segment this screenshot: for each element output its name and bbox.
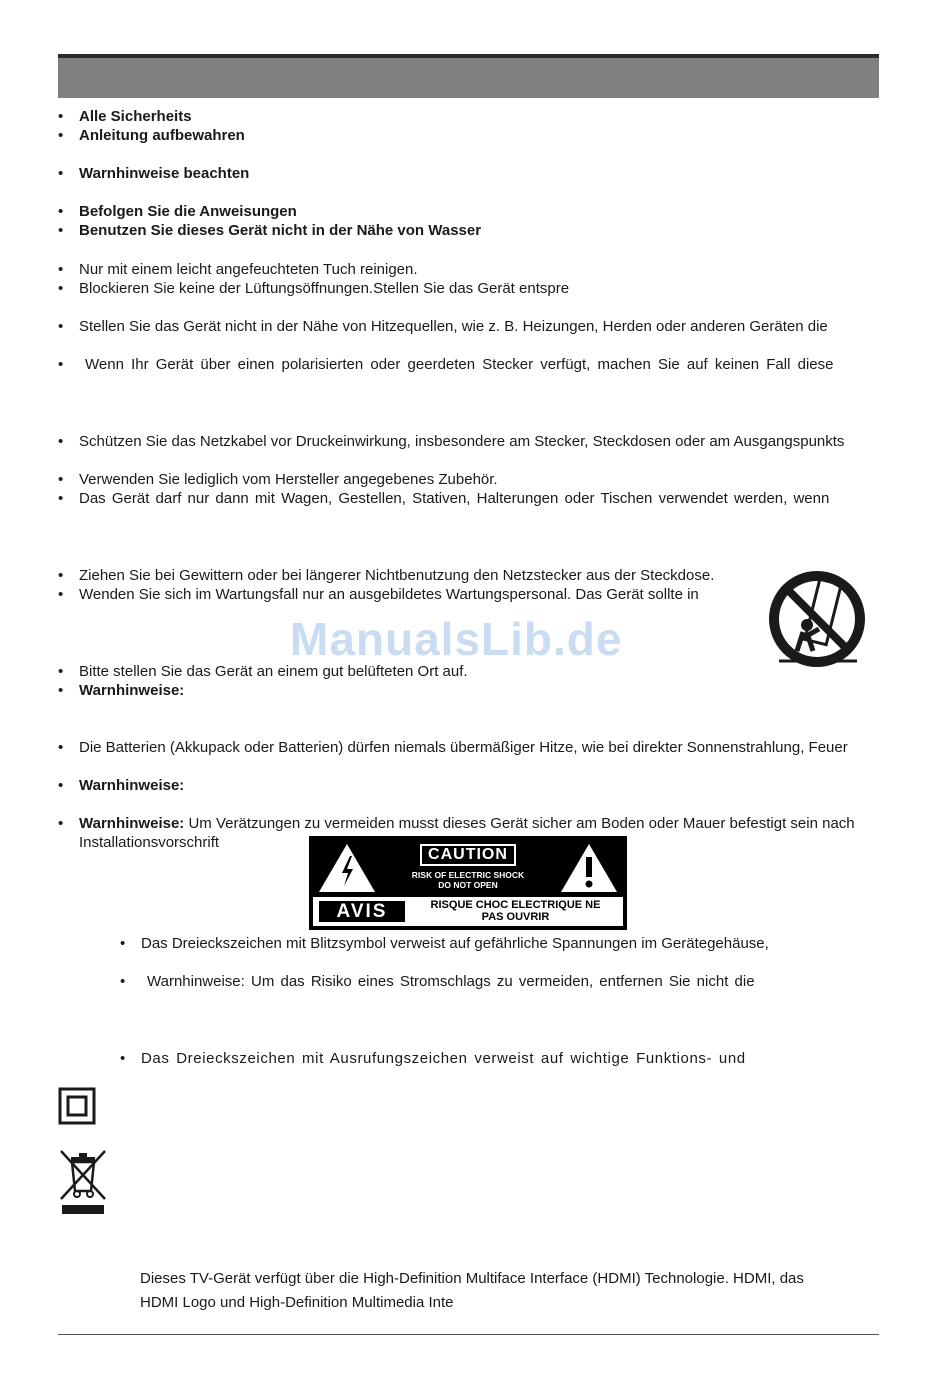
- bullet: •: [58, 318, 64, 335]
- section-header-bar: [58, 54, 879, 98]
- bullet: •: [58, 108, 64, 125]
- text-line: Das Dreieckszeichen mit Blitzsymbol verweist auf gefährliche Spannungen im Gerätegehäuse,: [141, 935, 769, 952]
- text-line: Bitte stellen Sie das Gerät an einem gut belüfteten Ort auf.: [79, 663, 468, 680]
- bullet: •: [58, 663, 64, 680]
- text-line: [79, 814, 855, 833]
- watermark: ManualsLib.de: [290, 613, 623, 665]
- text-line: Dieses TV-Gerät verfügt über die High-Definition Multiface Interface (HDMI) Technologie. HDMI, das: [140, 1270, 804, 1287]
- bullet: •: [58, 815, 64, 832]
- text-line: Schützen Sie das Netzkabel vor Druckeinwirkung, insbesondere am Stecker, Steckdosen oder am Ausgangspunkts: [79, 433, 845, 450]
- bullet: •: [58, 280, 64, 297]
- bullet: •: [58, 222, 64, 239]
- warning-text: Um Verätzungen zu vermeiden musst dieses Gerät sicher am Boden oder Mauer befestigt sein nach: [184, 815, 855, 832]
- weee-crossed-bin-icon: [57, 1147, 109, 1217]
- warning-label: Warnhinweise:: [79, 815, 185, 832]
- text-line: Nur mit einem leicht angefeuchteten Tuch reinigen.: [79, 261, 418, 278]
- text-line: Anleitung aufbewahren: [79, 127, 245, 144]
- text-line: Blockieren Sie keine der Lüftungsöffnungen.Stellen Sie das Gerät entspre: [79, 280, 570, 297]
- lightning-triangle-icon: [317, 842, 377, 894]
- text-line: Warnhinweise beachten: [79, 165, 250, 182]
- risk-text: [399, 870, 537, 890]
- bullet: •: [58, 777, 64, 794]
- text-line: Warnhinweise:: [79, 777, 185, 794]
- avis-panel: [313, 897, 623, 926]
- bullet: •: [58, 567, 64, 584]
- bullet: •: [120, 973, 126, 990]
- bullet: •: [58, 261, 64, 278]
- risk-line-2: DO NOT OPEN: [438, 880, 498, 890]
- risque-line-1: RISQUE CHOC ELECTRIQUE NE: [430, 899, 601, 911]
- text-line: Warnhinweise:: [79, 682, 185, 699]
- bullet: •: [58, 356, 64, 373]
- text-line: Das Gerät darf nur dann mit Wagen, Gestellen, Stativen, Halterungen oder Tischen verwendet werden, wenn: [79, 490, 830, 507]
- double-insulation-icon: [58, 1087, 96, 1125]
- text-line: Stellen Sie das Gerät nicht in der Nähe von Hitzequellen, wie z. B. Heizungen, Herden oder anderen Geräten die: [79, 318, 828, 335]
- bullet: •: [120, 935, 126, 952]
- bullet: •: [58, 682, 64, 699]
- text-line: Verwenden Sie lediglich vom Hersteller angegebenes Zubehör.: [79, 471, 498, 488]
- text-line: Die Batterien (Akkupack oder Batterien) dürfen niemals übermäßiger Hitze, wie bei direkter Sonnenstrahlung, Feuer: [79, 739, 848, 756]
- text-line: Benutzen Sie dieses Gerät nicht in der Nähe von Wasser: [79, 222, 482, 239]
- bullet: •: [58, 165, 64, 182]
- text-line: Ziehen Sie bei Gewittern oder bei längerer Nichtbenutzung den Netzstecker aus der Steckdose.: [79, 567, 715, 584]
- text-line: Das Dreieckszeichen mit Ausrufungszeichen verweist auf wichtige Funktions- und: [141, 1050, 746, 1067]
- risk-line-1: RISK OF ELECTRIC SHOCK: [411, 870, 525, 880]
- footer-divider: [58, 1334, 879, 1335]
- bullet: •: [58, 433, 64, 450]
- bullet: •: [58, 203, 64, 220]
- text-line: Wenn Ihr Gerät über einen polarisierten oder geerdeten Stecker verfügt, machen Sie auf keinen Fall diese: [85, 356, 834, 373]
- bullet: •: [120, 1050, 126, 1067]
- bullet: •: [58, 471, 64, 488]
- text-line: HDMI Logo und High-Definition Multimedia Inte: [140, 1294, 454, 1311]
- bullet: •: [58, 739, 64, 756]
- avis-label: AVIS: [319, 901, 405, 922]
- bullet: •: [58, 586, 64, 603]
- risque-line-2: PAS OUVRIR: [481, 911, 550, 923]
- exclamation-triangle-icon: [559, 842, 619, 894]
- bullet: •: [58, 490, 64, 507]
- bullet: •: [58, 127, 64, 144]
- caution-sign: [309, 836, 627, 930]
- text-line: Installationsvorschrift: [79, 834, 220, 851]
- text-line: Warnhinweise: Um das Risiko eines Stromschlags zu vermeiden, entfernen Sie nicht die: [147, 973, 755, 990]
- text-line: Alle Sicherheits: [79, 108, 192, 125]
- cart-tip-over-warning-icon: [767, 569, 867, 669]
- text-line: Wenden Sie sich im Wartungsfall nur an ausgebildetes Wartungspersonal. Das Gerät sollte in: [79, 586, 699, 603]
- text-line: Befolgen Sie die Anweisungen: [79, 203, 297, 220]
- caution-label: CAUTION: [420, 844, 516, 866]
- risque-text: [413, 899, 618, 923]
